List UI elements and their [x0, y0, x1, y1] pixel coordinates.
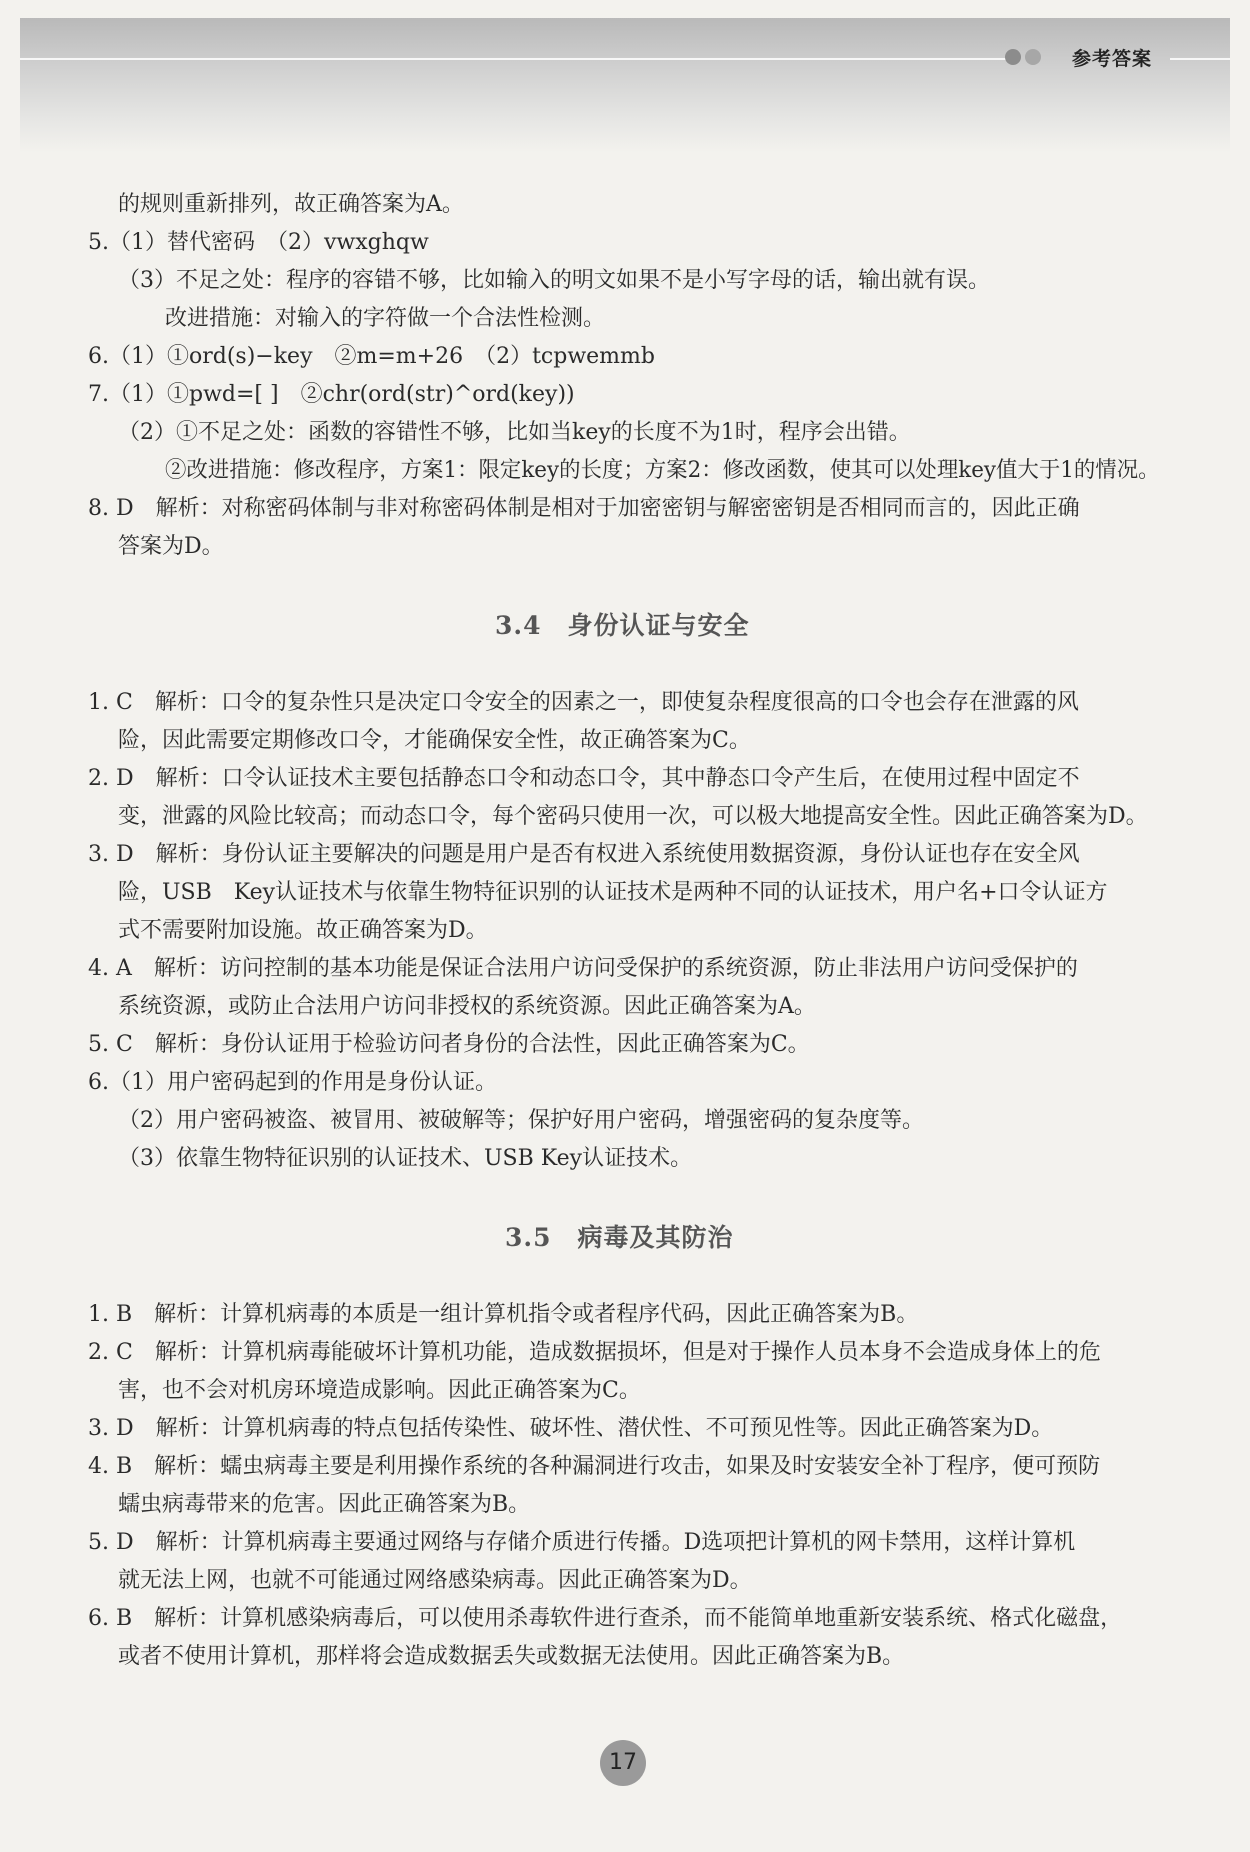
- text-line: 6.（1）①ord(s)−key ②m=m+26 （2）tcpwemmb: [88, 344, 655, 369]
- text-line: 8. D 解析：对称密码体制与非对称密码体制是相对于加密密钥与解密密钥是否相同而言的，因此正确: [88, 496, 1080, 521]
- text-line: 5. C 解析：身份认证用于检验访问者身份的合法性，因此正确答案为C。: [88, 1032, 810, 1057]
- text-line: 1. B 解析：计算机病毒的本质是一组计算机指令或者程序代码，因此正确答案为B。: [88, 1302, 919, 1327]
- text-line: 2. D 解析：口令认证技术主要包括静态口令和动态口令，其中静态口令产生后，在使用过程中固定不: [88, 766, 1080, 791]
- text-line: 3. D 解析：计算机病毒的特点包括传染性、破坏性、潜伏性、不可预见性等。因此正确答案为D。: [88, 1416, 1054, 1441]
- text-line: （2）①不足之处：函数的容错性不够，比如当key的长度不为1时，程序会出错。: [118, 420, 911, 445]
- text-line: 3. D 解析：身份认证主要解决的问题是用户是否有权进入系统使用数据资源，身份认证也存在安全风: [88, 842, 1080, 867]
- text-line: （3）依靠生物特征识别的认证技术、USB Key认证技术。: [118, 1146, 693, 1171]
- text-line: 6. B 解析：计算机感染病毒后，可以使用杀毒软件进行查杀，而不能简单地重新安装系统、格式化磁盘，: [88, 1606, 1123, 1631]
- text-line: 7.（1）①pwd=[ ] ②chr(ord(str)^ord(key)): [88, 382, 575, 407]
- header-rule-right: [1170, 58, 1230, 60]
- text-line: 4. B 解析：蠕虫病毒主要是利用操作系统的各种漏洞进行攻击，如果及时安装安全补丁程序，便可预防: [88, 1454, 1101, 1479]
- text-line: 系统资源，或防止合法用户访问非授权的系统资源。因此正确答案为A。: [118, 994, 816, 1019]
- header-dot-icon: [1005, 49, 1021, 65]
- section-title-3-4: 3.4 身份认证与安全: [495, 611, 750, 640]
- page-header-band: [20, 18, 1230, 153]
- header-dot-icon: [1025, 49, 1041, 65]
- text-line: 式不需要附加设施。故正确答案为D。: [118, 918, 488, 943]
- text-line: ②改进措施：修改程序，方案1：限定key的长度；方案2：修改函数，使其可以处理key值大于1的情况。: [165, 458, 1160, 483]
- text-line: 5. D 解析：计算机病毒主要通过网络与存储介质进行传播。D选项把计算机的网卡禁用，这样计算机: [88, 1530, 1076, 1555]
- text-line: 改进措施：对输入的字符做一个合法性检测。: [165, 306, 606, 331]
- text-line: （3）不足之处：程序的容错不够，比如输入的明文如果不是小写字母的话，输出就有误。: [118, 268, 991, 293]
- text-line: 变，泄露的风险比较高；而动态口令，每个密码只使用一次，可以极大地提高安全性。因此正确答案为D。: [118, 804, 1148, 829]
- page-number: 17: [600, 1740, 646, 1786]
- header-rule-left: [20, 58, 1010, 60]
- text-line: 6.（1）用户密码起到的作用是身份认证。: [88, 1070, 497, 1095]
- text-line: 或者不使用计算机，那样将会造成数据丢失或数据无法使用。因此正确答案为B。: [118, 1644, 905, 1669]
- text-line: 蠕虫病毒带来的危害。因此正确答案为B。: [118, 1492, 531, 1517]
- text-line: 5.（1）替代密码 （2）vwxghqw: [88, 230, 429, 255]
- text-line: 答案为D。: [118, 534, 224, 559]
- text-line: 的规则重新排列，故正确答案为A。: [118, 192, 464, 217]
- text-line: 险，USB Key认证技术与依靠生物特征识别的认证技术是两种不同的认证技术，用户名+口令认证方: [118, 880, 1108, 905]
- header-title: 参考答案: [1072, 48, 1153, 70]
- text-line: 害，也不会对机房环境造成影响。因此正确答案为C。: [118, 1378, 641, 1403]
- text-line: 2. C 解析：计算机病毒能破坏计算机功能，造成数据损坏，但是对于操作人员本身不会造成身体上的危: [88, 1340, 1101, 1365]
- section-title-3-5: 3.5 病毒及其防治: [505, 1223, 734, 1252]
- text-line: 1. C 解析：口令的复杂性只是决定口令安全的因素之一，即使复杂程度很高的口令也会存在泄露的风: [88, 690, 1079, 715]
- text-line: 4. A 解析：访问控制的基本功能是保证合法用户访问受保护的系统资源，防止非法用户访问受保护的: [88, 956, 1078, 981]
- text-line: 险，因此需要定期修改口令，才能确保安全性，故正确答案为C。: [118, 728, 751, 753]
- text-line: 就无法上网，也就不可能通过网络感染病毒。因此正确答案为D。: [118, 1568, 752, 1593]
- text-line: （2）用户密码被盗、被冒用、被破解等；保护好用户密码，增强密码的复杂度等。: [118, 1108, 924, 1133]
